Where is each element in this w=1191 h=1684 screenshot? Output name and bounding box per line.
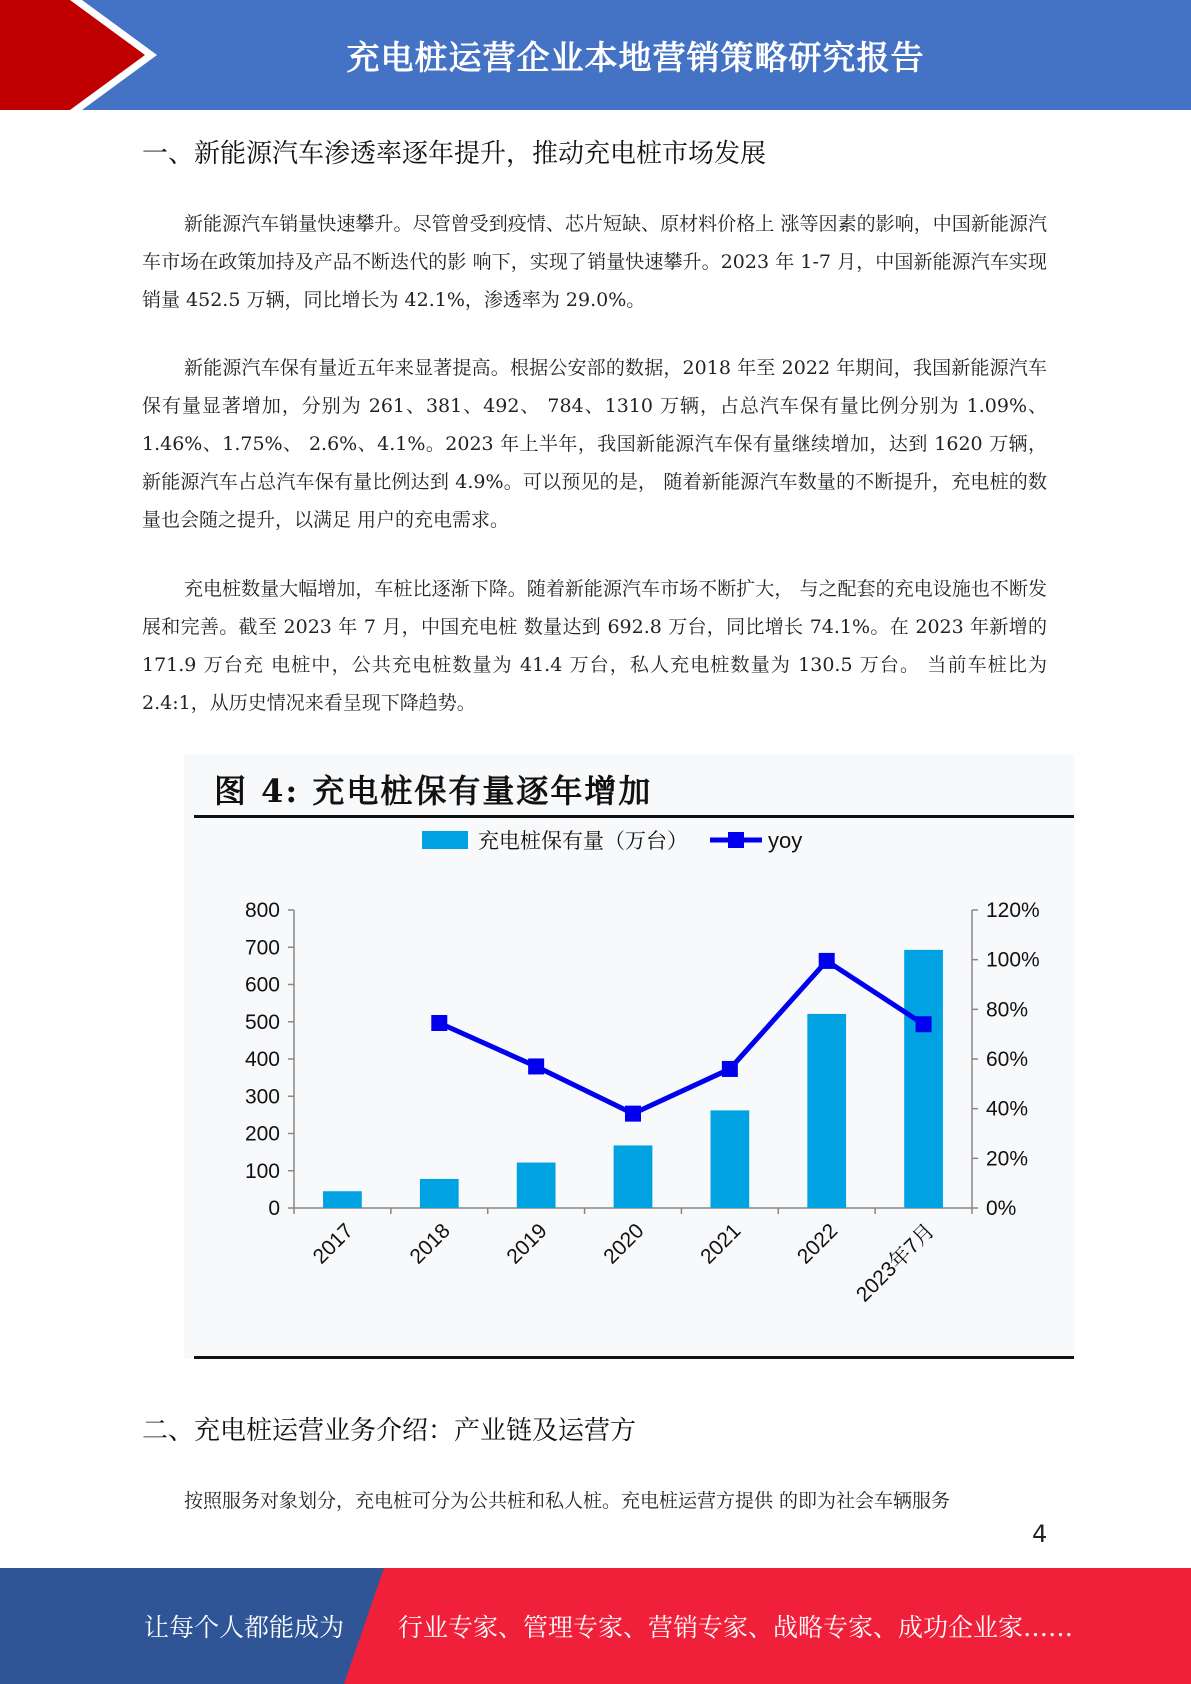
section-2-paragraph: 按照服务对象划分，充电桩可分为公共桩和私人桩。充电桩运营方提供 的即为社会车辆服务 — [184, 1490, 951, 1512]
legend-line-label: yoy — [768, 828, 803, 853]
bar — [710, 1110, 749, 1208]
right-tick-label: 40% — [986, 1097, 1029, 1121]
category-label: 2017 — [308, 1219, 358, 1269]
category-label: 2019 — [502, 1219, 552, 1269]
category-label: 2022 — [792, 1219, 843, 1269]
legend-bar-swatch — [422, 831, 468, 849]
left-tick-label: 500 — [244, 1010, 280, 1034]
bar — [614, 1145, 653, 1208]
yoy-marker — [431, 1015, 447, 1031]
paragraph-3: 充电桩数量大幅增加，车桩比逐渐下降。随着新能源汽车市场不断扩大， 与之配套的充电设施也不断发展和完善。截至 2023 年 7 月，中国充电桩 数量达到 692.8 万台，同比增长 74.1%。在 2023 年新增的 171.9 万台充 电桩中，公共充电桩数量为 41.4 万台，私人充电桩数量为 130.5 万台。 当前车桩比为 2.4:1，从历史情况来看呈现下降趋势。 — [142, 578, 1047, 714]
right-tick-label: 60% — [986, 1048, 1029, 1071]
right-tick-label: 100% — [986, 948, 1040, 972]
legend-line-marker — [728, 832, 744, 848]
right-tick-label: 80% — [986, 998, 1029, 1022]
yoy-marker — [528, 1058, 544, 1074]
yoy-marker — [625, 1106, 641, 1122]
bar — [517, 1163, 556, 1208]
figure-title: 图 4: 充电桩保有量逐年增加 — [214, 772, 653, 810]
section-2-heading: 二、充电桩运营业务介绍：产业链及运营方 — [142, 1416, 637, 1446]
category-label: 2023年7月 — [851, 1219, 940, 1307]
report-title: 充电桩运营企业本地营销策略研究报告 — [346, 37, 925, 77]
left-tick-label: 600 — [244, 973, 280, 997]
page-number: 4 — [1032, 1520, 1048, 1548]
figure-bottom-rule — [194, 1356, 1074, 1359]
yoy-marker — [722, 1061, 738, 1077]
bar — [420, 1179, 459, 1208]
footer-slogan-left: 让每个人都能成为 — [144, 1613, 345, 1642]
right-tick-label: 120% — [986, 899, 1040, 922]
left-tick-label: 0 — [268, 1197, 280, 1220]
bar — [323, 1191, 362, 1208]
left-tick-label: 200 — [244, 1122, 280, 1146]
paragraph-1: 新能源汽车销量快速攀升。尽管曾受到疫情、芯片短缺、原材料价格上 涨等因素的影响，中国新能源汽车市场在政策加持及产品不断迭代的影 响下，实现了销量快速攀升。2023 年 1-7 月，中国新能源汽车实现销量 452.5 万辆，同比增长为 42.1%，渗透率为 29.0%。 — [142, 213, 1047, 311]
left-tick-label: 100 — [244, 1159, 280, 1183]
report-header — [0, 0, 1191, 110]
yoy-line — [439, 961, 923, 1114]
section-1-heading: 一、新能源汽车渗透率逐年提升，推动充电桩市场发展 — [142, 139, 767, 169]
header-chevron-decoration — [0, 0, 160, 110]
left-tick-label: 800 — [244, 899, 280, 922]
combo-chart — [184, 820, 1074, 1350]
left-tick-label: 300 — [244, 1085, 280, 1109]
figure-top-rule — [194, 815, 1074, 818]
right-tick-label: 0% — [986, 1197, 1017, 1220]
category-label: 2020 — [599, 1219, 649, 1269]
yoy-marker — [916, 1016, 932, 1032]
bar — [904, 950, 943, 1208]
yoy-marker — [819, 953, 835, 969]
bar — [807, 1014, 846, 1208]
right-tick-label: 20% — [986, 1147, 1029, 1171]
category-label: 2021 — [696, 1219, 746, 1269]
left-tick-label: 400 — [244, 1048, 280, 1071]
footer-slogan-right: 行业专家、管理专家、营销专家、战略专家、成功企业家…… — [398, 1613, 1074, 1642]
left-tick-label: 700 — [244, 936, 280, 960]
legend-bar-label: 充电桩保有量（万台） — [478, 829, 688, 853]
category-label: 2018 — [405, 1219, 455, 1269]
paragraph-2: 新能源汽车保有量近五年来显著提高。根据公安部的数据，2018 年至 2022 年期间，我国新能源汽车保有量显著增加，分别为 261、381、492、 784、1310 万辆，占总汽车保有量比例分别为 1.09%、1.46%、1.75%、 2.6%、4.1%。2023 年上半年，我国新能源汽车保有量继续增加，达到 1620 万辆，新能源汽车占总汽车保有量比例达到 4.9%。可以预见的是， 随着新能源汽车数量的不断提升，充电桩的数量也会随之提升，以满足 用户的充电需求。 — [142, 357, 1047, 531]
